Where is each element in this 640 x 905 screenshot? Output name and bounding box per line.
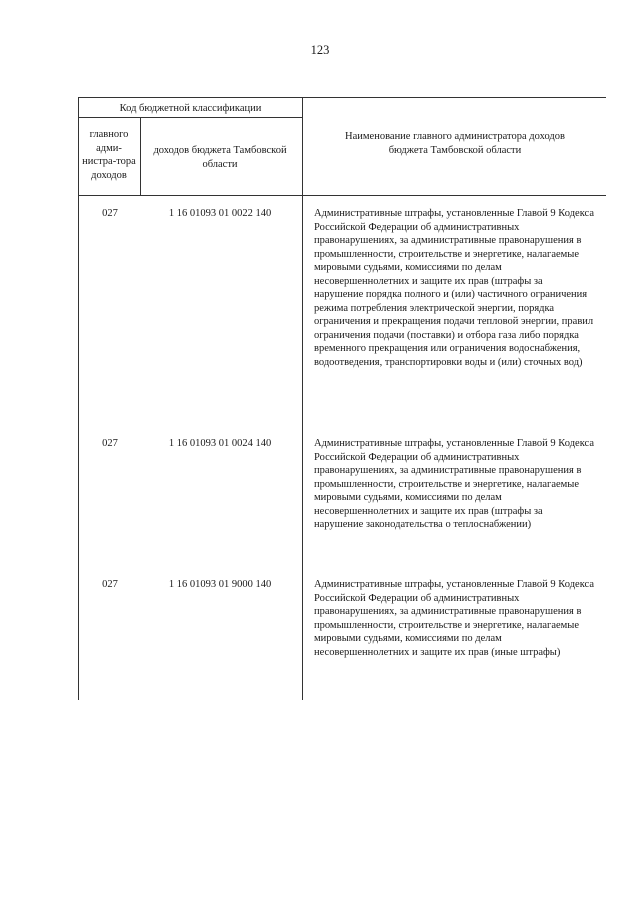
administrator-name: Административные штрафы, установленные Главой 9 Кодекса Российской Федерации об административных правонарушениях, за административные правонарушения в промышленности, строительстве и энергетике, налагаемые мировыми судьями, комиссиями по делам несовершеннолетних и защите их прав (штрафы за нарушение законодательства о теплоснабжении) <box>314 438 594 530</box>
name-column-rule <box>302 97 303 700</box>
admin-code: 027 <box>102 438 118 449</box>
admin-code: 027 <box>102 579 118 590</box>
header-name-column: Наименование главного администратора доходов бюджета Тамбовской области <box>345 131 565 156</box>
admin-column-rule <box>140 117 141 195</box>
administrator-name: Административные штрафы, установленные Главой 9 Кодекса Российской Федерации об административных правонарушениях, за административные правонарушения в промышленности, строительстве и энергетике, налагаемые мировыми судьями, комиссиями по делам несовершеннолетних и защите их прав (иные штрафы) <box>314 579 594 658</box>
header-income-column: доходов бюджета Тамбовской области <box>153 145 287 170</box>
income-code: 1 16 01093 01 0024 140 <box>168 438 272 449</box>
header-admin-column: главного адми-нистра-тора доходов <box>82 129 136 181</box>
table-top-rule <box>78 97 606 98</box>
header-bottom-rule <box>78 195 606 196</box>
page-number: 123 <box>310 43 330 57</box>
administrator-name: Административные штрафы, установленные Главой 9 Кодекса Российской Федерации об административных правонарушениях, за административные правонарушения в промышленности, строительстве и энергетике, налагаемые мировыми судьями, комиссиями по делам несовершеннолетних и защите их прав (штрафы за нарушение порядка полного и (или) частичного ограничения режима потребления электрической энергии, порядка ограничения и прекращения подачи тепловой энергии, правил ограничения подачи (поставки) и отбора газа либо порядка временного прекращения или ограничения водоснабжения, водоотведения, транспортировки воды и (или) сточных вод) <box>314 208 594 368</box>
income-code: 1 16 01093 01 9000 140 <box>168 579 272 590</box>
income-code: 1 16 01093 01 0022 140 <box>168 208 272 219</box>
table-left-rule <box>78 97 79 700</box>
admin-code: 027 <box>102 208 118 219</box>
header-group-label: Код бюджетной классификации <box>119 103 262 114</box>
header-group-rule <box>78 117 302 118</box>
